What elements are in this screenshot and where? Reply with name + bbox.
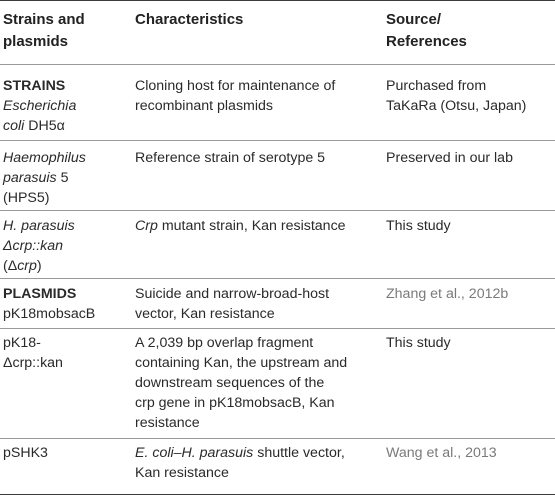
table-row-3-name: [3, 216, 75, 276]
characteristics-line: resistance: [135, 415, 200, 431]
characteristics-line: Kan resistance: [135, 465, 229, 481]
strain-name-line: coli DH5α: [3, 118, 65, 134]
header-source-references: [386, 9, 467, 53]
header-col1-line2: plasmids: [3, 33, 69, 50]
row-divider: [0, 438, 555, 439]
source-line: Purchased from: [386, 78, 487, 94]
header-col3-line2: References: [386, 33, 467, 50]
strain-name-line: (Δcrp): [3, 258, 42, 274]
source-line: TaKaRa (Otsu, Japan): [386, 98, 527, 114]
table-row-2-source: Preserved in our lab: [386, 150, 513, 166]
strain-name-line: Haemophilus: [3, 150, 86, 166]
strain-name-line: (HPS5): [3, 190, 50, 206]
row-divider: [0, 140, 555, 141]
table-row-2-name: [3, 148, 86, 208]
header-bottom-rule: [0, 64, 555, 65]
table-row-6-characteristics: [135, 443, 345, 483]
characteristics-line: Suicide and narrow-broad-host: [135, 286, 330, 302]
characteristics-line: vector, Kan resistance: [135, 306, 275, 322]
row-divider: [0, 278, 555, 279]
header-col1-line1: Strains and: [3, 11, 85, 28]
strain-name-line: H. parasuis: [3, 218, 75, 234]
strain-name-line: parasuis 5: [3, 170, 69, 186]
characteristics-line: containing Kan, the upstream and: [135, 355, 348, 371]
table-row-2-characteristics: Reference strain of serotype 5: [135, 150, 326, 166]
characteristics-line: crp gene in pK18mobsacB, Kan: [135, 395, 335, 411]
table-row-5-name: [3, 333, 63, 373]
characteristics-line: Cloning host for maintenance of: [135, 78, 336, 94]
section-label-plasmids: PLASMIDS: [3, 286, 77, 302]
strain-name-line: Δcrp::kan: [3, 238, 63, 254]
characteristics-line: recombinant plasmids: [135, 98, 273, 114]
header-characteristics: Characteristics: [135, 11, 244, 28]
characteristics-line: downstream sequences of the: [135, 375, 325, 391]
table-row-3-characteristics: Crp mutant strain, Kan resistance: [135, 218, 346, 234]
table-row-5-source: This study: [386, 335, 451, 351]
table-row-1-characteristics: [135, 76, 335, 116]
table-row-3-source: This study: [386, 218, 451, 234]
row-divider: [0, 328, 555, 329]
characteristics-line: E. coli–H. parasuis shuttle vector,: [135, 445, 345, 461]
table-top-rule: [0, 0, 555, 1]
table-row-5-characteristics: [135, 333, 347, 433]
header-col3-line1: Source/: [386, 11, 442, 28]
row-divider: [0, 210, 555, 211]
strain-name-line: Escherichia: [3, 98, 77, 114]
reference-link-wang-2013[interactable]: Wang et al., 2013: [386, 445, 497, 461]
table-row-1-name: [3, 76, 76, 136]
plasmid-name-line: Δcrp::kan: [3, 355, 63, 371]
reference-link-zhang-2012b[interactable]: Zhang et al., 2012b: [386, 286, 509, 302]
table-row-4-name: [3, 284, 95, 324]
plasmid-name-line: pK18mobsacB: [3, 306, 96, 322]
characteristics-line: A 2,039 bp overlap fragment: [135, 335, 314, 351]
table-row-4-characteristics: [135, 284, 329, 324]
plasmid-name-line: pK18-: [3, 335, 41, 351]
table-bottom-rule: [0, 494, 555, 495]
table-row-6-name: pSHK3: [3, 445, 48, 461]
table-row-1-source: [386, 76, 526, 116]
section-label-strains: STRAINS: [3, 78, 66, 94]
header-strains-and-plasmids: [3, 9, 85, 53]
